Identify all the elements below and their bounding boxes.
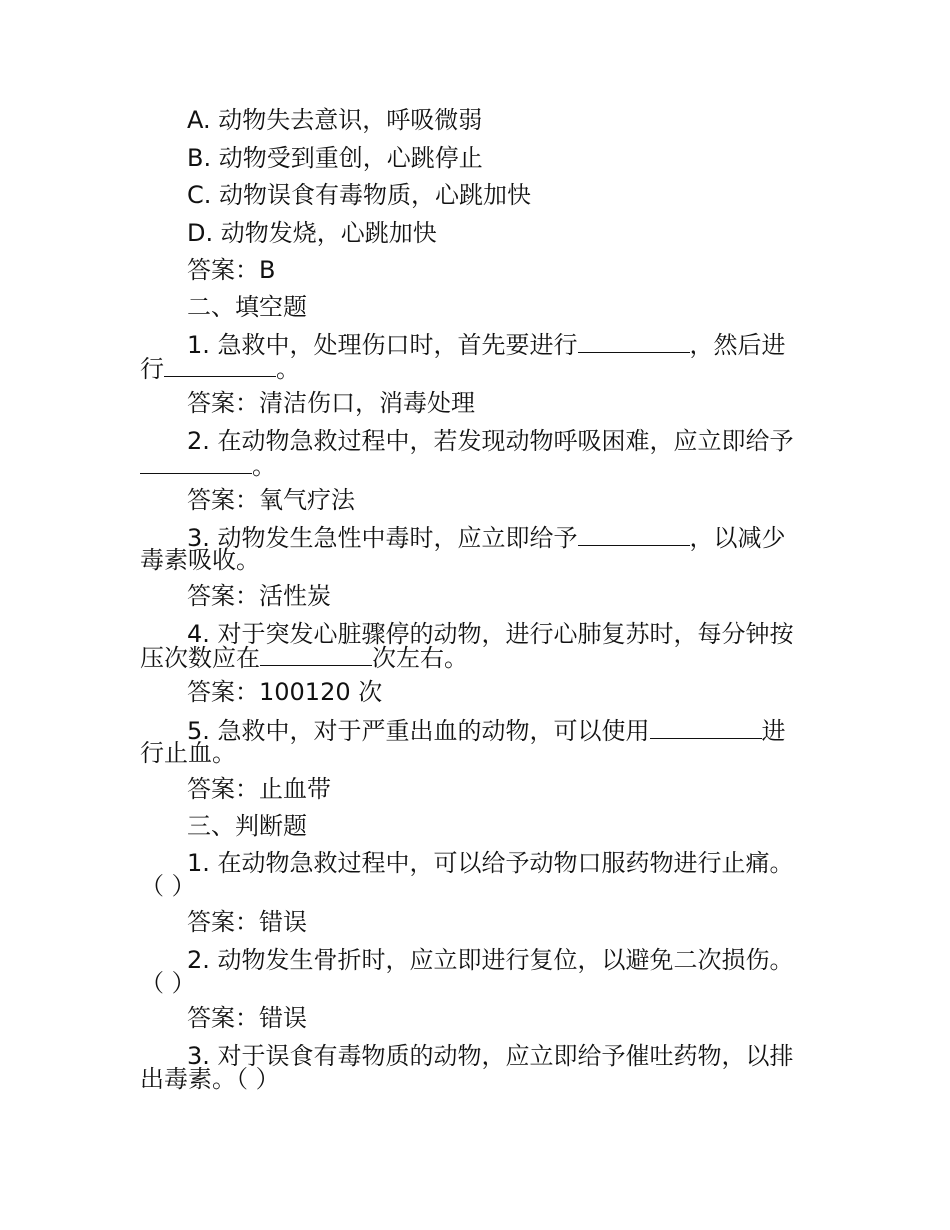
judge-q2-answer: 答案：错误 [187, 1004, 307, 1032]
option-b: B. 动物受到重创，心跳停止 [187, 144, 483, 172]
judge-q2-line1: 2. 动物发生骨折时，应立即进行复位，以避免二次损伤。 [187, 946, 794, 974]
blank [260, 643, 372, 666]
mc-answer: 答案：B [187, 256, 276, 284]
fill-q5-answer: 答案：止血带 [187, 775, 331, 803]
judge-q1-answer: 答案：错误 [187, 908, 307, 936]
fill-q3-line2: 毒素吸收。 [140, 546, 260, 574]
blank [164, 354, 276, 377]
option-a: A. 动物失去意识，呼吸微弱 [187, 106, 483, 134]
blank [578, 330, 690, 353]
fill-q4-answer: 答案：100120 次 [187, 678, 383, 706]
blank [650, 716, 762, 739]
judge-q3-line2: 出毒素。（ ） [140, 1065, 280, 1093]
judge-q1-line2: （ ） [140, 872, 196, 900]
fill-q1-answer: 答案：清洁伤口，消毒处理 [187, 389, 475, 417]
judge-heading: 三、判断题 [187, 812, 307, 840]
fill-q2-line2: 。 [140, 451, 276, 479]
fill-q4-line1: 4. 对于突发心脏骤停的动物，进行心肺复苏时，每分钟按 [187, 620, 794, 648]
fill-q5-line1: 5. 急救中，对于严重出血的动物，可以使用 进 [187, 717, 786, 744]
blank [578, 523, 690, 546]
fill-q4-line2: 压次数应在 次左右。 [140, 644, 468, 671]
fill-q1-line2: 行 。 [140, 355, 300, 382]
judge-q3-line1: 3. 对于误食有毒物质的动物，应立即给予催吐药物，以排 [187, 1042, 794, 1070]
fill-q2-line1: 2. 在动物急救过程中，若发现动物呼吸困难，应立即给予 [187, 427, 794, 455]
option-c: C. 动物误食有毒物质，心跳加快 [187, 181, 532, 209]
fill-q2-answer: 答案：氧气疗法 [187, 486, 355, 514]
fill-q5-line2: 行止血。 [140, 739, 236, 767]
fill-q3-line1: 3. 动物发生急性中毒时，应立即给予 ，以减少 [187, 524, 786, 551]
fill-q3-answer: 答案：活性炭 [187, 582, 331, 610]
fill-q1-line1: 1. 急救中，处理伤口时，首先要进行 ，然后进 [187, 331, 786, 358]
judge-q2-line2: （ ） [140, 969, 196, 997]
fill-heading: 二、填空题 [187, 293, 307, 321]
blank [140, 451, 252, 474]
option-d: D. 动物发烧，心跳加快 [187, 219, 437, 247]
judge-q1-line1: 1. 在动物急救过程中，可以给予动物口服药物进行止痛。 [187, 849, 794, 877]
